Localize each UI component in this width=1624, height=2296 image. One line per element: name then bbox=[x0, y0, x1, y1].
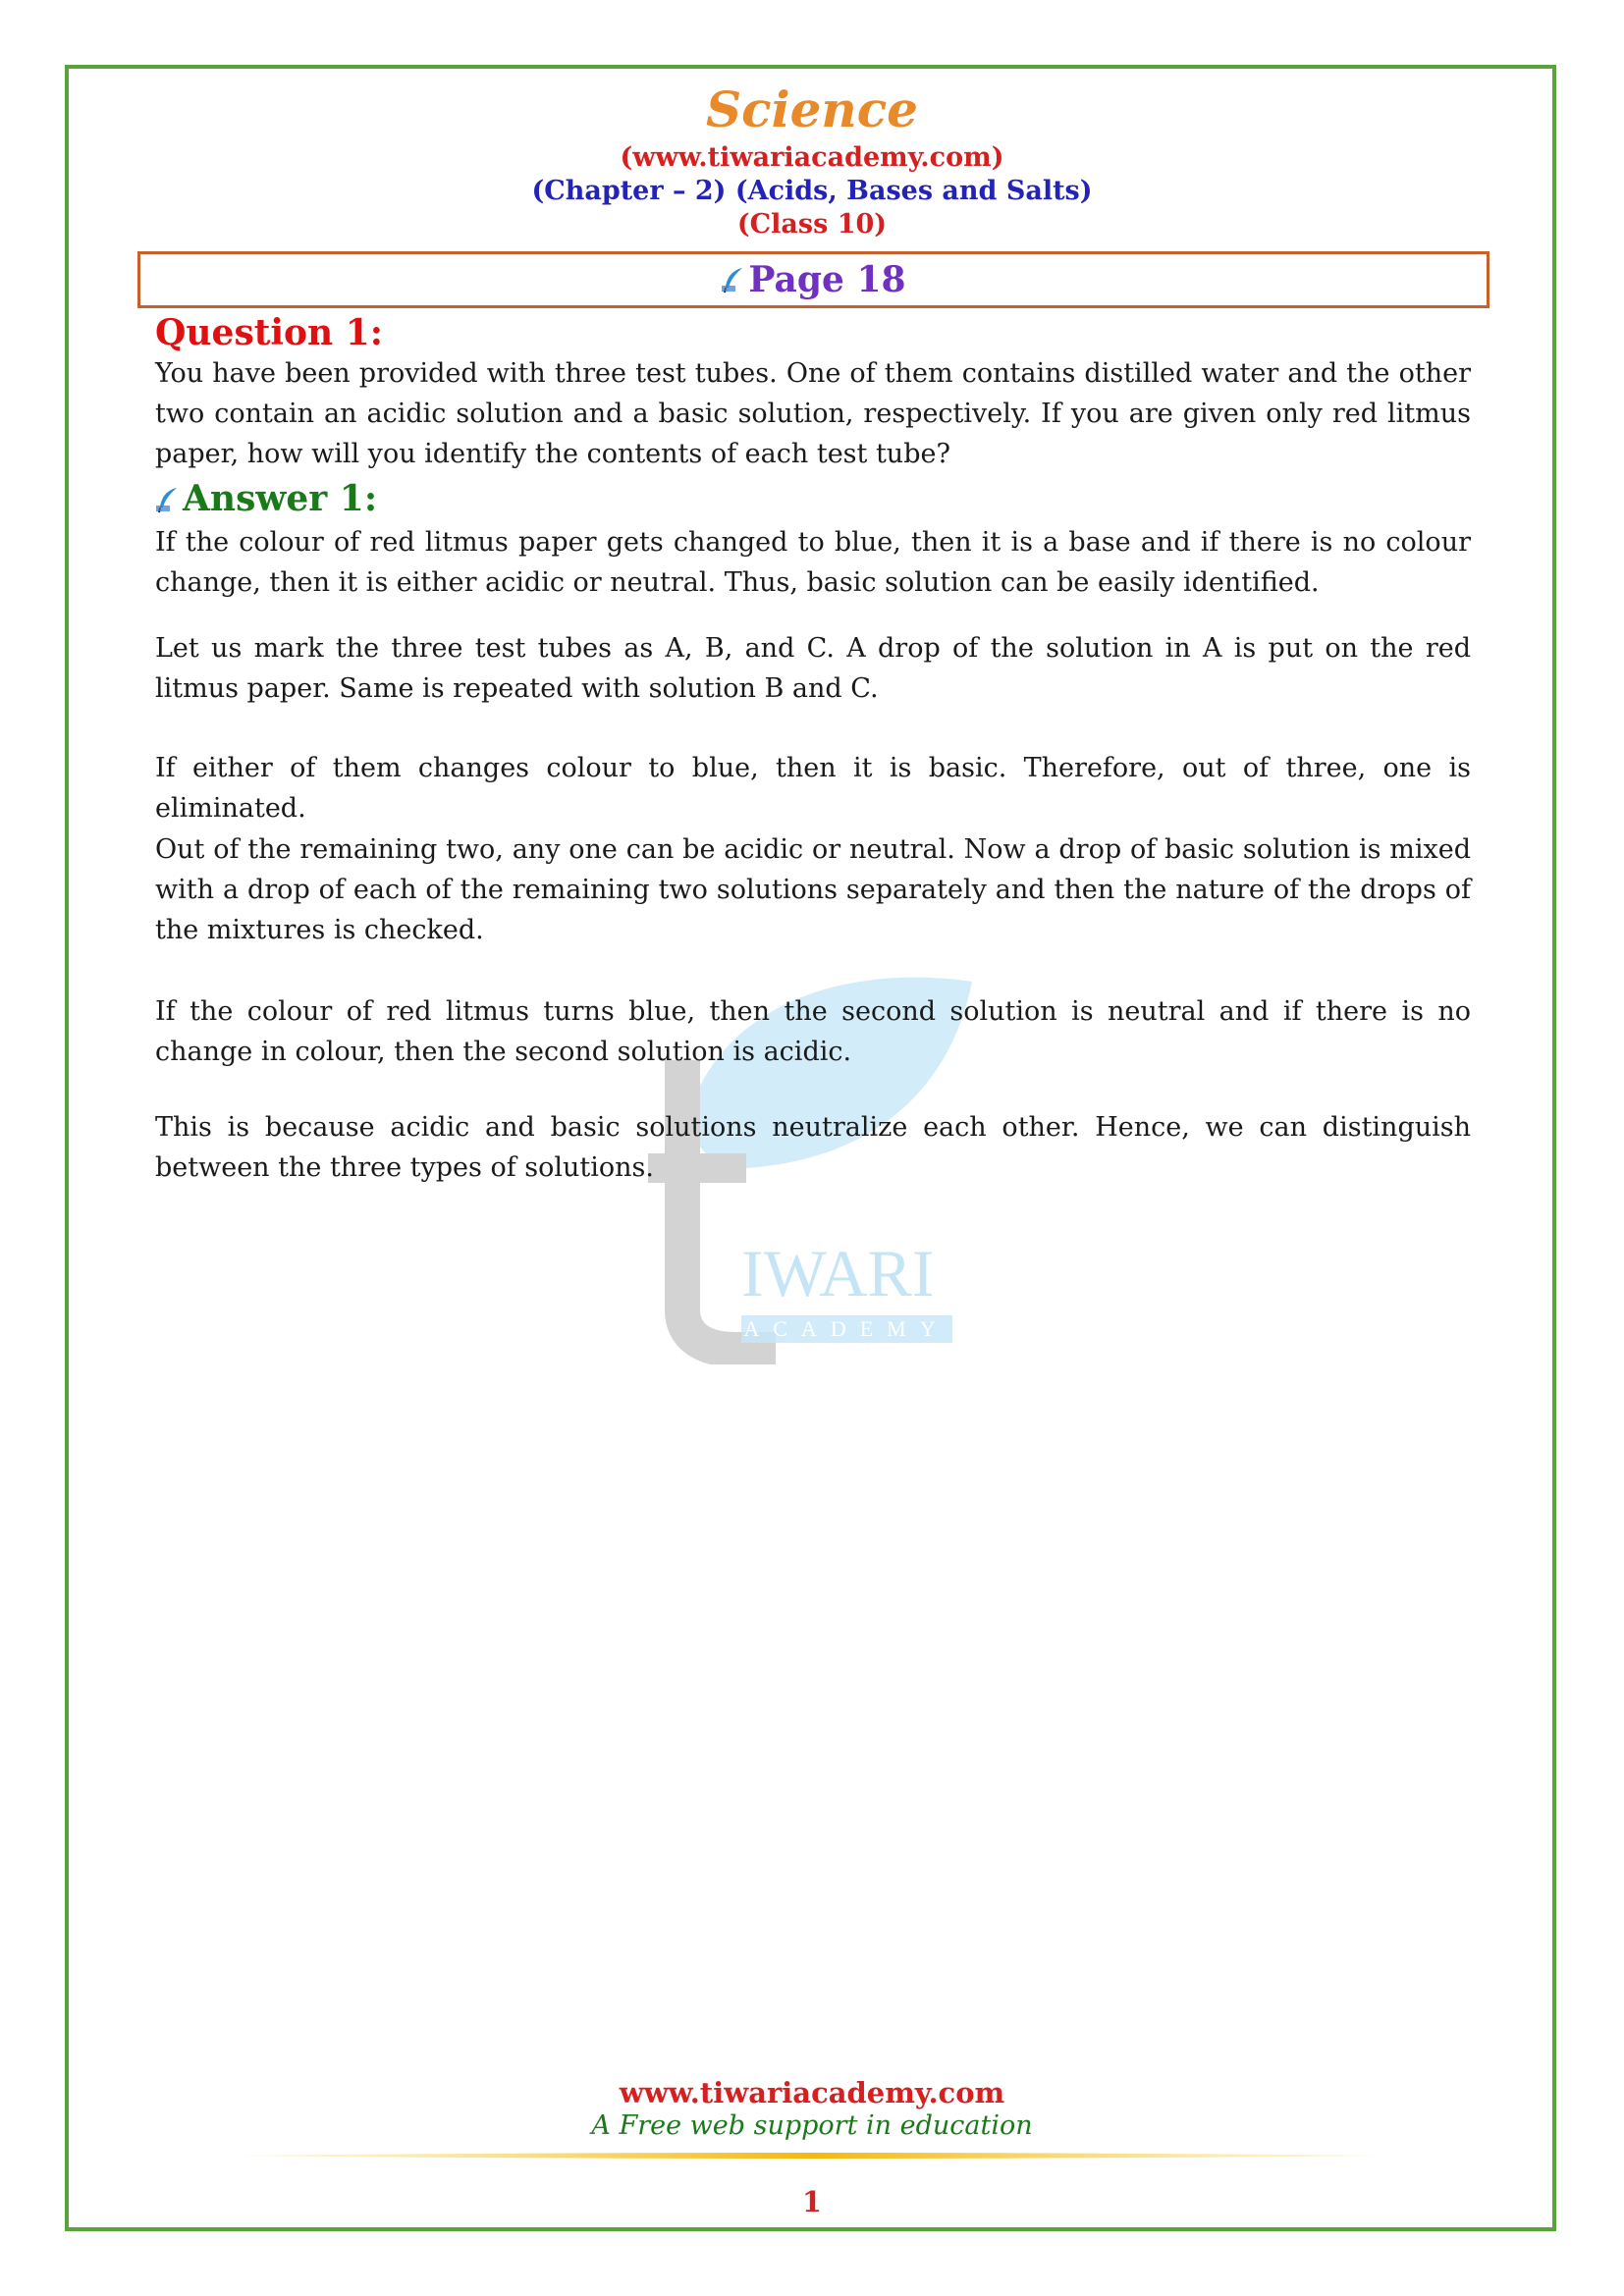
answer-paragraph: Out of the remaining two, any one can be acidic or neutral. Now a drop of basic solution is mixed with a drop of each of the remaining two solutions separately and then the nature of the drops of the mixtures is checked. bbox=[155, 834, 1471, 945]
footer-divider bbox=[228, 2152, 1396, 2160]
page-header bbox=[0, 79, 1624, 241]
header-chapter: (Chapter – 2) (Acids, Bases and Salts) bbox=[531, 176, 1093, 206]
page-label-box bbox=[137, 251, 1489, 308]
answer-paragraph: This is because acidic and basic solutions neutralize each other. Hence, we can distinguish between the three types of solutions. bbox=[155, 1112, 1471, 1183]
feather-icon bbox=[155, 486, 181, 513]
footer-tagline: A Free web support in education bbox=[591, 2110, 1033, 2141]
doc-title: Science bbox=[706, 80, 918, 138]
page-label: Page 18 bbox=[748, 259, 906, 300]
answer-heading bbox=[155, 476, 377, 521]
answer-paragraph: If either of them changes colour to blue, then it is basic. Therefore, out of three, one is eliminated. bbox=[155, 753, 1471, 824]
watermark-sub: ACADEMY bbox=[743, 1316, 949, 1341]
answer-paragraph: If the colour of red litmus turns blue, then the second solution is neutral and if there is no change in colour, then the second solution is acidic. bbox=[155, 996, 1471, 1067]
question-text: You have been provided with three test tubes. One of them contains distilled water and the other two contain an acidic solution and a basic solution, respectively. If you are given only red litmus paper, how will you identify the contents of each test tube? bbox=[155, 358, 1471, 469]
header-site: (www.tiwariacademy.com) bbox=[620, 142, 1004, 173]
answer-heading-label: Answer 1: bbox=[183, 478, 378, 519]
watermark-word: IWARI bbox=[741, 1236, 935, 1310]
page-footer bbox=[0, 2075, 1624, 2142]
header-class: (Class 10) bbox=[736, 209, 888, 240]
feather-icon bbox=[721, 266, 746, 294]
page-number: 1 bbox=[801, 2185, 823, 2218]
footer-site: www.tiwariacademy.com bbox=[619, 2076, 1005, 2109]
answer-paragraph: Let us mark the three test tubes as A, B, and C. A drop of the solution in A is put on the red litmus paper. Same is repeated with solution B and C. bbox=[155, 633, 1471, 704]
answer-paragraph: If the colour of red litmus paper gets changed to blue, then it is a base and if there is no colour change, then it is either acidic or neutral. Thus, basic solution can be easily identified. bbox=[155, 527, 1471, 598]
question-heading: Question 1: bbox=[155, 312, 384, 353]
